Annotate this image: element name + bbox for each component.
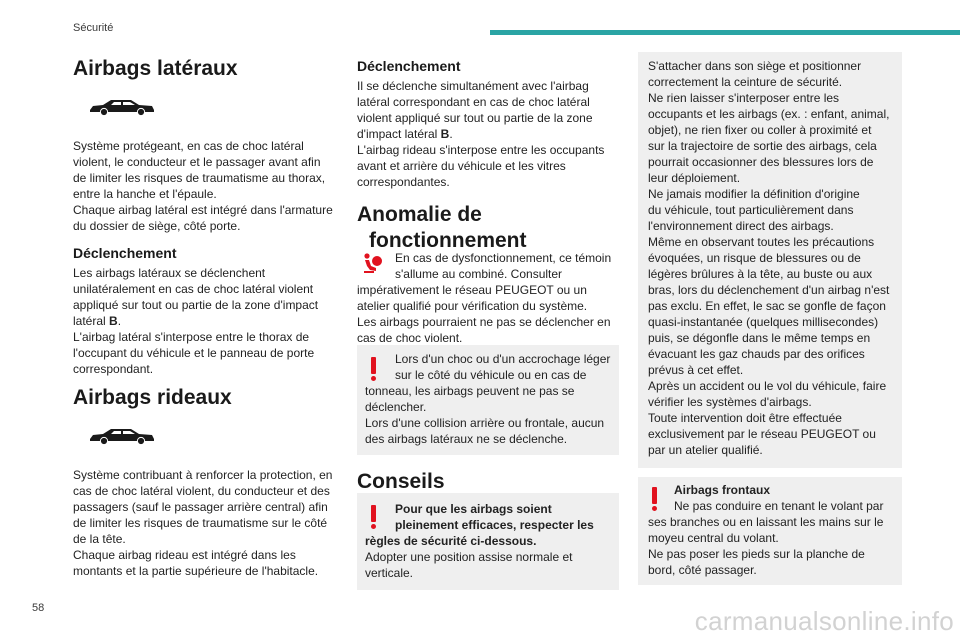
text-line bbox=[357, 126, 621, 142]
malfunction-text bbox=[357, 250, 621, 346]
advice-note-box bbox=[357, 493, 619, 590]
text-line: Ne pas poser les pieds sur la planche de bbox=[648, 547, 865, 561]
text-line: Les airbags latéraux se déclenchent bbox=[73, 266, 266, 280]
text-line: cas de choc latéral violent, du conducteur et des bbox=[73, 484, 330, 498]
text-line: Chaque airbag rideau est intégré dans les bbox=[73, 548, 296, 562]
text-line: violent appliqué sur tout ou partie de la zone bbox=[357, 111, 593, 125]
text-line: puis, se dégonfle dans le même temps en bbox=[648, 331, 871, 345]
zone-label: B bbox=[109, 314, 118, 328]
text-span: . bbox=[117, 314, 122, 328]
text-line: Adopter une position assise normale et bbox=[365, 550, 573, 564]
text-line: L'airbag rideau s'interpose entre les occupants bbox=[357, 143, 605, 157]
text-line: pleinement efficaces, respecter les bbox=[395, 518, 594, 532]
side-trigger-heading: Déclenchement bbox=[73, 245, 177, 261]
text-line: de limiter les risques de traumatisme au thorax, bbox=[73, 171, 326, 185]
text-line: Lors d'une collision arrière ou frontale, aucun bbox=[365, 416, 605, 430]
text-line: entre la hanche et l'épaule. bbox=[73, 187, 217, 201]
text-line: déclencher. bbox=[365, 400, 427, 414]
curtain-trigger-text bbox=[357, 78, 621, 190]
text-line: leur déploiement. bbox=[648, 171, 741, 185]
text-line: Ne pas conduire en tenant le volant par bbox=[674, 499, 884, 513]
text-span: latéral bbox=[73, 314, 110, 328]
advice-title: Conseils bbox=[357, 470, 445, 493]
text-line: correspondant. bbox=[73, 362, 154, 376]
text-line: verticale. bbox=[365, 566, 414, 580]
front-airbags-note-box bbox=[638, 477, 902, 585]
text-line: ses branches ou en laissant les mains sur le bbox=[648, 515, 884, 529]
text-line: avant et arrière du véhicule et les vitres bbox=[357, 159, 566, 173]
text-line: de limiter les risques de traumatisme sur le côté bbox=[73, 516, 328, 530]
car-side-icon bbox=[87, 97, 157, 117]
text-line: sur la trajectoire de sortie des airbags, cela bbox=[648, 139, 877, 153]
text-line: objet), ne rien fixer ou coller à proximité et bbox=[648, 123, 872, 137]
header-accent-bar bbox=[490, 30, 960, 35]
text-line: cas de choc violent. bbox=[357, 331, 463, 345]
text-span: . bbox=[449, 127, 453, 141]
text-line: Toute intervention doit être effectuée bbox=[648, 411, 842, 425]
text-span: d'impact latéral bbox=[357, 127, 441, 141]
text-line: évoquées, un risque de blessures ou de bbox=[648, 251, 861, 265]
curtain-airbags-description bbox=[73, 467, 345, 579]
text-line: L'airbag latéral s'interpose entre le thorax de bbox=[73, 330, 310, 344]
text-line: Lors d'un choc ou d'un accrochage léger bbox=[395, 352, 611, 366]
text-line: unilatéralement en cas de choc latéral violent bbox=[73, 282, 314, 296]
text-line: En cas de dysfonctionnement, ce témoin bbox=[395, 251, 612, 265]
text-line: Ne rien laisser s'interposer entre les bbox=[648, 91, 840, 105]
text-line bbox=[73, 313, 345, 329]
text-line: occupants et les airbags (ex. : enfant, animal, bbox=[648, 107, 890, 121]
text-line: bras, lors du déclenchement d'un airbag n'est bbox=[648, 283, 890, 297]
warning-note-text bbox=[365, 351, 619, 447]
text-line: quasi-instantanée (quelques millisecondes) bbox=[648, 315, 879, 329]
text-line: pas exclu. En effet, le sac se gonfle de façon bbox=[648, 299, 886, 313]
title-line: Anomalie de bbox=[357, 203, 482, 226]
text-line: par un atelier qualifié. bbox=[648, 443, 763, 457]
text-line: prévus à cet effet. bbox=[648, 363, 744, 377]
text-line: Après un accident ou le vol du véhicule, faire bbox=[648, 379, 887, 393]
text-line: violent, le conducteur et le passager avant afin bbox=[73, 155, 321, 169]
front-airbags-note-text bbox=[648, 482, 902, 578]
text-line: s'allume au combiné. Consulter bbox=[395, 267, 563, 281]
text-line: évacuant les gaz chauds par des orifices bbox=[648, 347, 865, 361]
car-side-icon bbox=[87, 426, 157, 446]
text-line: Pour que les airbags soient bbox=[395, 502, 552, 516]
text-line: passagers (sauf le passager arrière central) afin bbox=[73, 500, 328, 514]
text-line: l'occupant du véhicule et le panneau de porte bbox=[73, 346, 315, 360]
advice-note-text bbox=[365, 501, 619, 581]
text-line: atelier qualifié pour vérification du système. bbox=[357, 299, 588, 313]
zone-label: B bbox=[440, 127, 450, 141]
text-line: bord, côté passager. bbox=[648, 563, 757, 577]
text-line: Système protégeant, en cas de choc latéral bbox=[73, 139, 304, 153]
text-line: légères brûlures à la tête, au buste ou aux bbox=[648, 267, 873, 281]
text-line: pourrait occasionner des blessures lors de bbox=[648, 155, 874, 169]
text-line: correspondantes. bbox=[357, 175, 450, 189]
text-line: S'attacher dans son siège et positionner bbox=[648, 59, 862, 73]
text-line: de la tête. bbox=[73, 532, 126, 546]
side-trigger-text bbox=[73, 265, 345, 377]
text-line: correctement la ceinture de sécurité. bbox=[648, 75, 843, 89]
text-line: des airbags latéraux ne se déclenche. bbox=[365, 432, 568, 446]
page-number: 58 bbox=[32, 602, 45, 614]
text-line: Les airbags pourraient ne pas se déclencher en bbox=[357, 315, 611, 329]
watermark: carmanualsonline.info bbox=[694, 606, 954, 636]
warning-note-box bbox=[357, 345, 619, 455]
text-line: vérifier les systèmes d'airbags. bbox=[648, 395, 812, 409]
curtain-trigger-heading: Déclenchement bbox=[357, 58, 461, 74]
text-line: montants et la partie supérieure de l'habitacle. bbox=[73, 564, 319, 578]
malfunction-title bbox=[357, 202, 527, 254]
text-line: tonneau, les airbags peuvent ne pas se bbox=[365, 384, 575, 398]
text-line: Il se déclenche simultanément avec l'airbag bbox=[357, 79, 589, 93]
text-line: impérativement le réseau PEUGEOT ou un bbox=[357, 283, 587, 297]
text-line: appliqué sur tout ou partie de la zone d'impact bbox=[73, 298, 319, 312]
text-line: latéral correspondant en cas de choc latéral bbox=[357, 95, 590, 109]
text-line: règles de sécurité ci-dessous. bbox=[365, 534, 537, 548]
curtain-airbags-title: Airbags rideaux bbox=[73, 386, 232, 409]
side-airbags-description bbox=[73, 138, 345, 234]
text-line: sur le côté du véhicule ou en cas de bbox=[395, 368, 587, 382]
text-line: du dossier de siège, côté porte. bbox=[73, 219, 241, 233]
note-heading: Airbags frontaux bbox=[674, 483, 771, 497]
title-line: fonctionnement bbox=[369, 229, 527, 252]
text-line: moyeu central du volant. bbox=[648, 531, 779, 545]
text-line: l'environnement direct des airbags. bbox=[648, 219, 834, 233]
text-line: exclusivement par le réseau PEUGEOT ou bbox=[648, 427, 876, 441]
advice-continued-box bbox=[638, 52, 902, 468]
advice-continued-text bbox=[648, 58, 902, 458]
text-line: Même en observant toutes les précautions bbox=[648, 235, 875, 249]
text-line: Ne jamais modifier la définition d'origine bbox=[648, 187, 860, 201]
side-airbags-title: Airbags latéraux bbox=[73, 57, 238, 80]
text-line: du véhicule, tout particulièrement dans bbox=[648, 203, 854, 217]
text-line: Chaque airbag latéral est intégré dans l'armature bbox=[73, 203, 333, 217]
running-header: Sécurité bbox=[73, 22, 114, 34]
text-line: Système contribuant à renforcer la protection, en bbox=[73, 468, 333, 482]
